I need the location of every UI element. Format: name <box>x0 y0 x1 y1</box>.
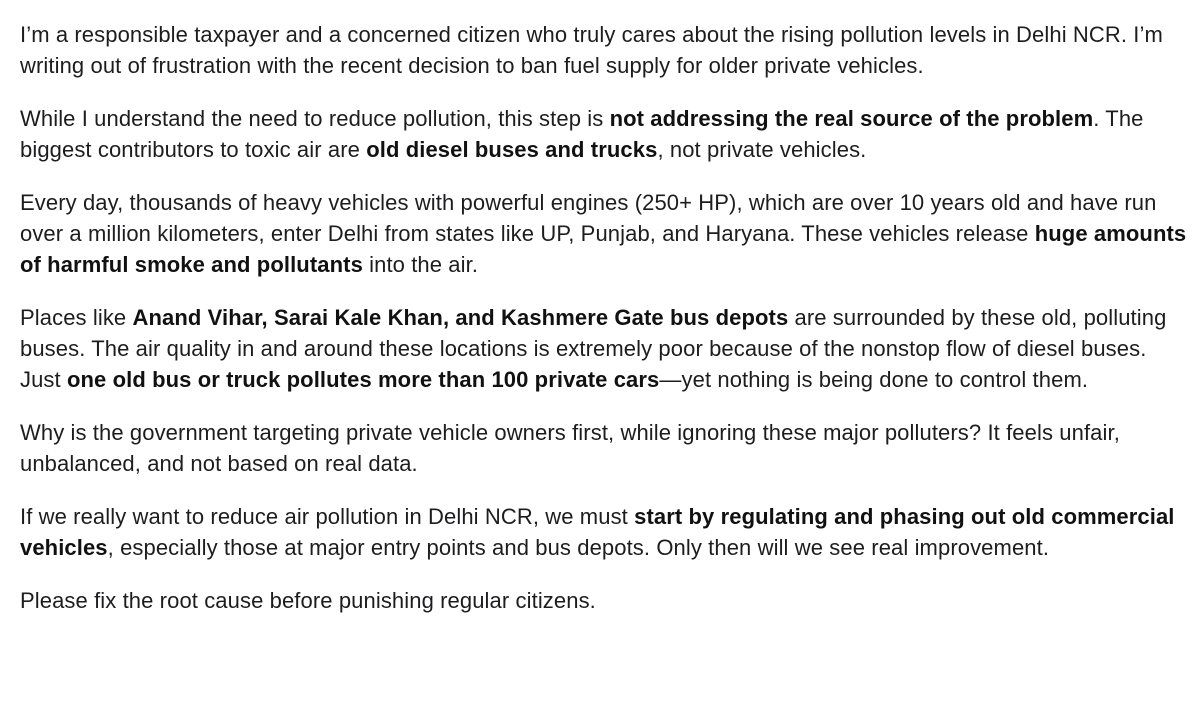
paragraph-intro <box>20 19 1188 81</box>
paragraph-heavy-vehicles <box>20 187 1188 280</box>
text-span: , especially those at major entry points and bus depots. Only then will we see real improvement. <box>107 535 1050 560</box>
text-span: , not private vehicles. <box>657 137 867 162</box>
emphasis-text: old diesel buses and trucks <box>366 137 658 162</box>
text-span: While I understand the need to reduce pollution, this step is <box>20 106 610 131</box>
text-span: into the air. <box>362 252 479 277</box>
emphasis-text: huge amounts of harmful smoke and pollutants <box>20 221 1187 277</box>
text-span: Every day, thousands of heavy vehicles with powerful engines (250+ HP), which are over 10 years old and have run over a million kilometers, enter Delhi from states like UP, Punjab, and Haryana. These vehicles release <box>20 190 1157 246</box>
paragraph-why-question <box>20 417 1188 479</box>
text-span: I’m a responsible taxpayer and a concerned citizen who truly cares about the rising pollution levels in Delhi NCR. I’m writing out of frustration with the recent decision to ban fuel supply for older private vehicles. <box>20 22 1163 78</box>
text-span: . The biggest contributors to toxic air are <box>20 106 1144 162</box>
paragraph-closing <box>20 585 1188 616</box>
letter-body <box>20 19 1188 638</box>
text-span: Why is the government targeting private vehicle owners first, while ignoring these major polluters? It feels unfair, unbalanced, and not based on real data. <box>20 420 1120 476</box>
emphasis-text: start by regulating and phasing out old commercial vehicles <box>20 504 1175 560</box>
paragraph-real-source <box>20 103 1188 165</box>
emphasis-text: one old bus or truck pollutes more than 100 private cars <box>66 367 660 392</box>
paragraph-recommendation <box>20 501 1188 563</box>
text-span: Places like <box>20 305 133 330</box>
paragraph-bus-depots <box>20 302 1188 395</box>
text-span: —yet nothing is being done to control them. <box>659 367 1089 392</box>
emphasis-text: Anand Vihar, Sarai Kale Khan, and Kashmere Gate bus depots <box>132 305 789 330</box>
text-span: are surrounded by these old, polluting buses. The air quality in and around these locations is extremely poor because of the nonstop flow of diesel buses. Just <box>20 305 1167 392</box>
emphasis-text: not addressing the real source of the problem <box>609 106 1094 131</box>
text-span: Please fix the root cause before punishing regular citizens. <box>20 588 596 613</box>
text-span: If we really want to reduce air pollution in Delhi NCR, we must <box>20 504 635 529</box>
